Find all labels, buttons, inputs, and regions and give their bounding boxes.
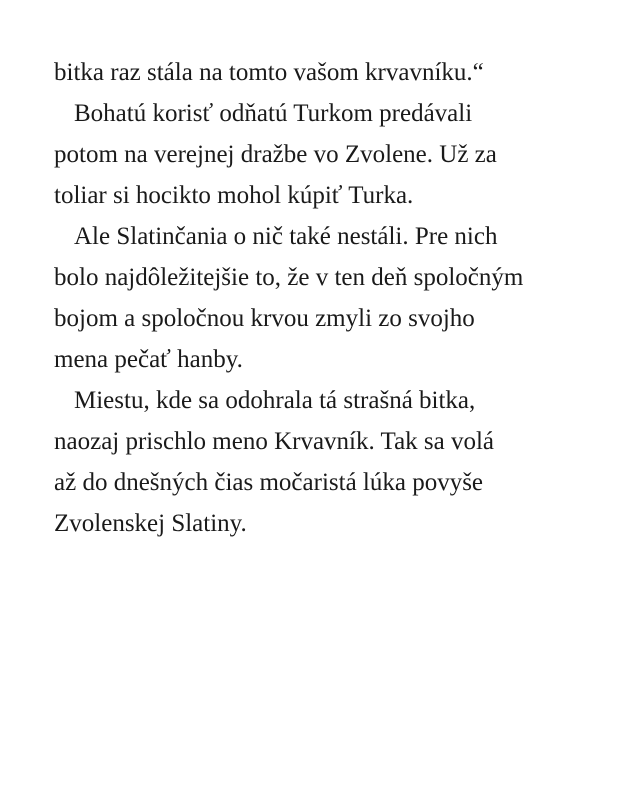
text-line: toliar si hocikto mohol kúpiť Turka. [54, 182, 414, 209]
paragraph-first-line: Ale Slatinčania o nič také nestáli. Pre nich [74, 223, 498, 250]
text-line: bolo najdôležitejšie to, že v ten deň spoločným [54, 264, 524, 291]
text-line: bitka raz stála na tomto vašom krvavníku.“ [54, 59, 484, 86]
paragraph-first-line: Miestu, kde sa odohrala tá strašná bitka, [74, 387, 476, 414]
text-line: Zvolenskej Slatiny. [54, 510, 247, 537]
paragraph-first-line: Bohatú korisť odňatú Turkom predávali [74, 100, 473, 127]
text-line: bojom a spoločnou krvou zmyli zo svojho [54, 305, 475, 332]
body-text [54, 52, 614, 544]
text-line: potom na verejnej dražbe vo Zvolene. Už za [54, 141, 497, 168]
text-line: naozaj prischlo meno Krvavník. Tak sa volá [54, 428, 495, 455]
text-line: až do dnešných čias močaristá lúka povyše [54, 469, 484, 496]
text-line: mena pečať hanby. [54, 346, 243, 373]
